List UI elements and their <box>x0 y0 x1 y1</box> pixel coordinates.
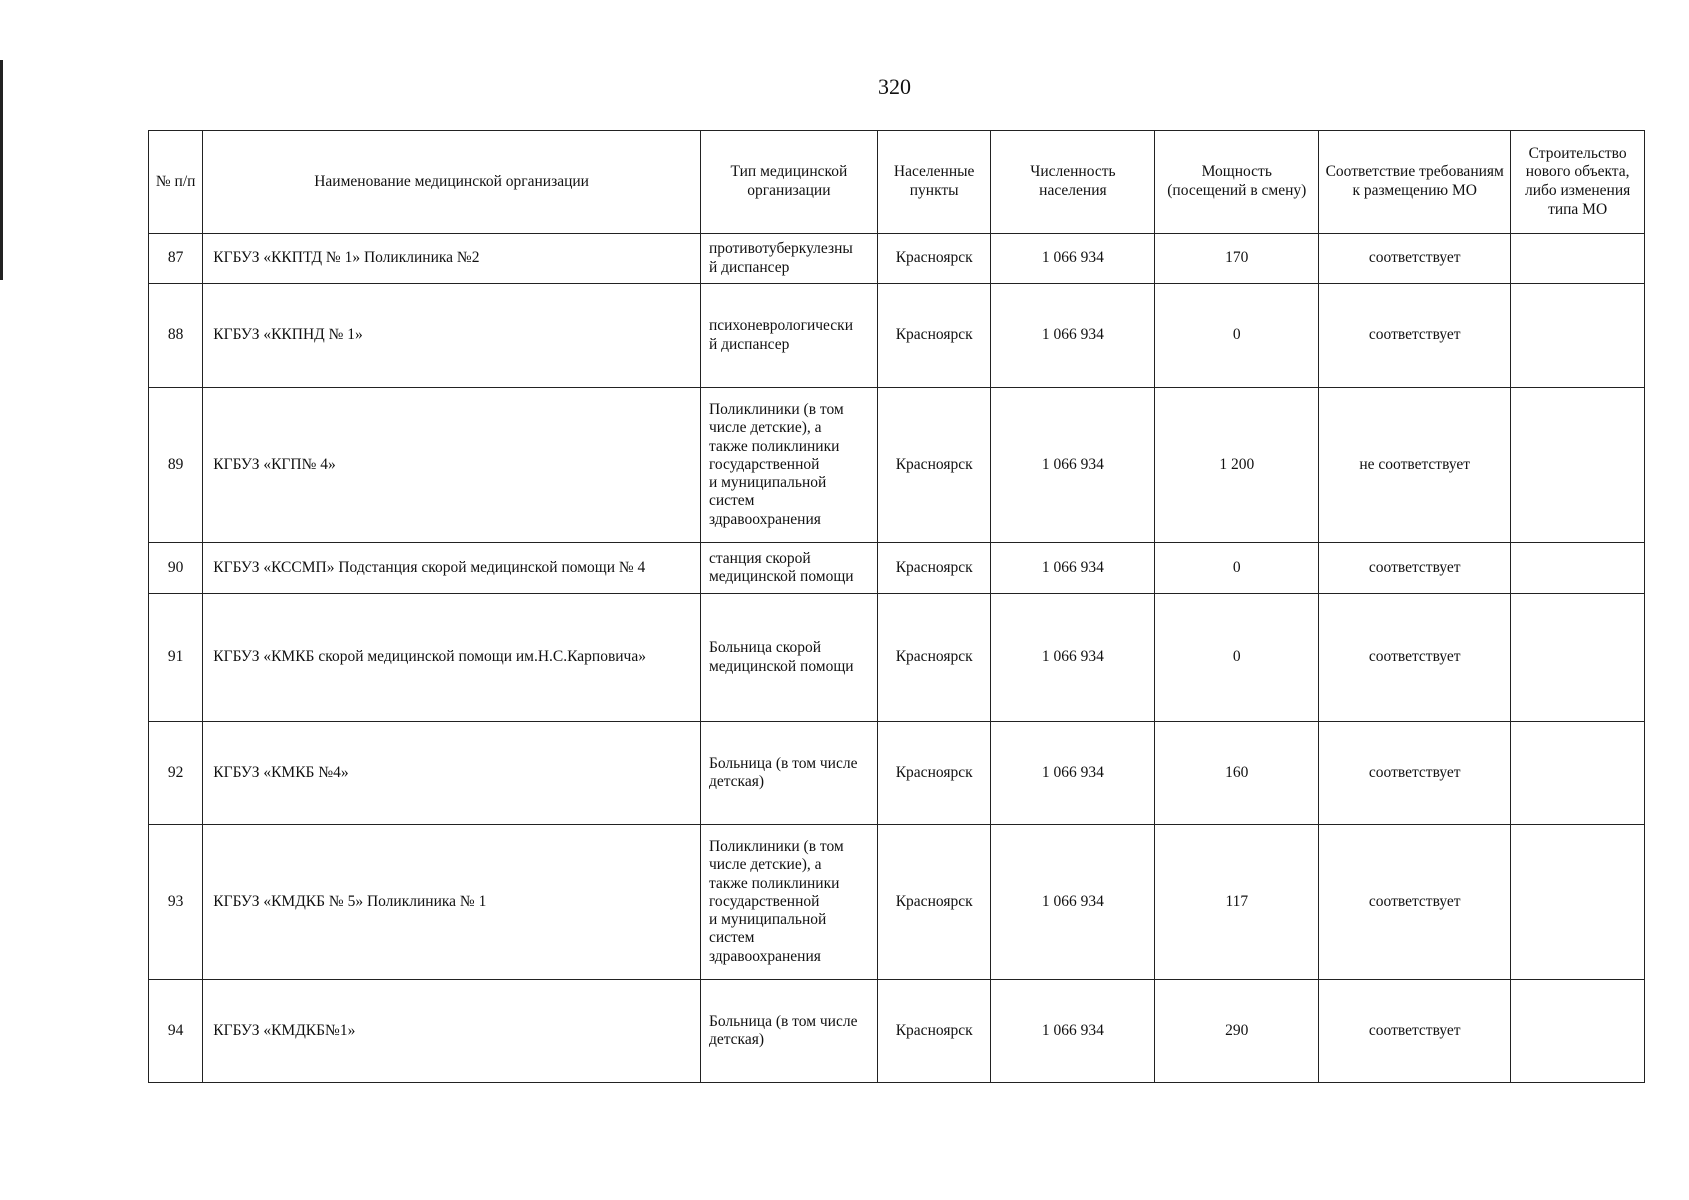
row-num: 87 <box>149 234 203 284</box>
row-population: 1 066 934 <box>991 825 1155 980</box>
row-compliance: соответствует <box>1319 234 1511 284</box>
row-num: 91 <box>149 594 203 722</box>
row-type <box>700 543 877 594</box>
header-population: Численность населения <box>991 131 1155 234</box>
table-row <box>149 722 1645 825</box>
table-row <box>149 284 1645 388</box>
row-construction <box>1511 543 1645 594</box>
row-construction <box>1511 284 1645 388</box>
row-num: 94 <box>149 980 203 1083</box>
header-compliance: Соответствие требованиям к размещению МО <box>1319 131 1511 234</box>
row-type <box>700 388 877 543</box>
row-type <box>700 980 877 1083</box>
row-population: 1 066 934 <box>991 543 1155 594</box>
header-name: Наименование медицинской организации <box>203 131 701 234</box>
row-compliance: соответствует <box>1319 594 1511 722</box>
row-place: Красноярск <box>877 825 991 980</box>
row-population: 1 066 934 <box>991 234 1155 284</box>
row-capacity: 160 <box>1155 722 1319 825</box>
row-type-text: Поликлиники (в том числе детские), а также поликлиники государственной и муниципальной систем здравоохранения <box>708 838 844 965</box>
row-num: 92 <box>149 722 203 825</box>
header-num: № п/п <box>149 131 203 234</box>
row-num: 90 <box>149 543 203 594</box>
row-num: 93 <box>149 825 203 980</box>
row-compliance: соответствует <box>1319 825 1511 980</box>
row-type <box>700 284 877 388</box>
page-number: 320 <box>878 74 911 99</box>
row-name: КГБУЗ «КМДКБ№1» <box>203 980 701 1083</box>
row-type-text: Поликлиники (в том числе детские), а также поликлиники государственной и муниципальной систем здравоохранения <box>708 401 844 528</box>
row-type-text: противотуберкулезны й диспансер <box>708 240 853 276</box>
row-construction <box>1511 980 1645 1083</box>
row-capacity: 0 <box>1155 594 1319 722</box>
row-place: Красноярск <box>877 980 991 1083</box>
row-place: Красноярск <box>877 234 991 284</box>
table-row <box>149 543 1645 594</box>
row-capacity: 290 <box>1155 980 1319 1083</box>
header-type: Тип медицинской организации <box>700 131 877 234</box>
header-place: Населенные пункты <box>877 131 991 234</box>
row-type-text: Больница (в том числе детская) <box>708 1012 858 1048</box>
medical-organizations-table <box>148 130 1645 1083</box>
row-population: 1 066 934 <box>991 722 1155 825</box>
row-type-text: Больница скорой медицинской помощи <box>708 639 854 675</box>
row-type-text: станция скорой медицинской помощи <box>708 549 854 585</box>
row-construction <box>1511 825 1645 980</box>
row-population: 1 066 934 <box>991 980 1155 1083</box>
row-type-text: психоневрологически й диспансер <box>708 317 854 353</box>
table-row <box>149 980 1645 1083</box>
row-compliance: соответствует <box>1319 284 1511 388</box>
table-row <box>149 594 1645 722</box>
header-construction: Строительство нового объекта, либо изменения типа МО <box>1511 131 1645 234</box>
row-capacity: 117 <box>1155 825 1319 980</box>
row-capacity: 0 <box>1155 543 1319 594</box>
row-type <box>700 722 877 825</box>
row-population: 1 066 934 <box>991 388 1155 543</box>
row-place: Красноярск <box>877 543 991 594</box>
header-capacity: Мощность (посещений в смену) <box>1155 131 1319 234</box>
table-row <box>149 234 1645 284</box>
row-construction <box>1511 722 1645 825</box>
table-header-row <box>149 131 1645 234</box>
row-place: Красноярск <box>877 722 991 825</box>
table-row <box>149 388 1645 543</box>
row-place: Красноярск <box>877 594 991 722</box>
row-capacity: 0 <box>1155 284 1319 388</box>
row-type <box>700 825 877 980</box>
row-compliance: соответствует <box>1319 722 1511 825</box>
row-construction <box>1511 234 1645 284</box>
row-name: КГБУЗ «ККПНД № 1» <box>203 284 701 388</box>
row-place: Красноярск <box>877 284 991 388</box>
row-name: КГБУЗ «ККПТД № 1» Поликлиника №2 <box>203 234 701 284</box>
row-capacity: 1 200 <box>1155 388 1319 543</box>
row-num: 88 <box>149 284 203 388</box>
row-name: КГБУЗ «КМКБ скорой медицинской помощи им.Н.С.Карповича» <box>203 594 701 722</box>
row-population: 1 066 934 <box>991 594 1155 722</box>
row-compliance: соответствует <box>1319 980 1511 1083</box>
row-type <box>700 234 877 284</box>
row-construction <box>1511 388 1645 543</box>
row-num: 89 <box>149 388 203 543</box>
row-capacity: 170 <box>1155 234 1319 284</box>
row-compliance: соответствует <box>1319 543 1511 594</box>
row-name: КГБУЗ «КССМП» Подстанция скорой медицинской помощи № 4 <box>203 543 701 594</box>
table-row <box>149 825 1645 980</box>
row-type-text: Больница (в том числе детская) <box>708 754 858 790</box>
row-compliance: не соответствует <box>1319 388 1511 543</box>
row-name: КГБУЗ «КМДКБ № 5» Поликлиника № 1 <box>203 825 701 980</box>
row-construction <box>1511 594 1645 722</box>
row-name: КГБУЗ «КМКБ №4» <box>203 722 701 825</box>
row-type <box>700 594 877 722</box>
row-place: Красноярск <box>877 388 991 543</box>
row-population: 1 066 934 <box>991 284 1155 388</box>
row-name: КГБУЗ «КГП№ 4» <box>203 388 701 543</box>
